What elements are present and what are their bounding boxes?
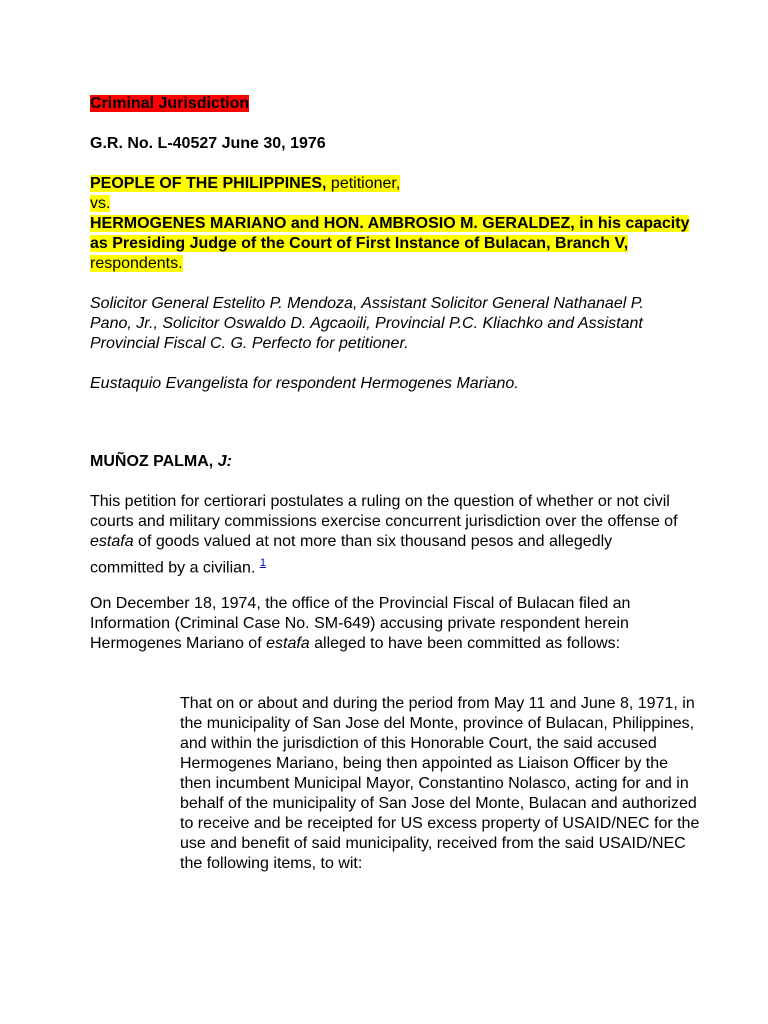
petitioner-counsel-text: Solicitor General Estelito P. Mendoza, Assistant Solicitor General Nathanael P. Pano, Jr., Solicitor Oswaldo D. Agcaoili, Provincial P.C. Kliachko and Assistant Provincial Fiscal C. G. Perfecto for petitioner. — [90, 295, 644, 352]
ponente-name: MUÑOZ PALMA, — [90, 453, 214, 470]
petitioner-role: petitioner, — [326, 175, 401, 192]
ponente — [90, 452, 690, 472]
respondent-role: respondents. — [90, 255, 183, 272]
ponente-title: J: — [213, 453, 232, 470]
category-heading — [90, 94, 690, 114]
paragraph-2-italic: estafa — [266, 635, 310, 652]
respondent-counsel-text: Eustaquio Evangelista for respondent Hermogenes Mariano. — [90, 375, 519, 392]
category-label: Criminal Jurisdiction — [90, 95, 250, 112]
respondents-highlight — [90, 215, 689, 272]
quoted-information: That on or about and during the period from May 11 and June 8, 1971, in the municipality of San Jose del Monte, province of Bulacan, Philippines, and within the jurisdiction of this Honorable Court, the said accused Hermogenes Mariano, being then appointed as Liaison Officer by the then incumbent Municipal Mayor, Constantino Nolasco, acting for and in behalf of the municipality of San Jose del Monte, Bulacan and authorized to receive and be receipted for US excess property of USAID/NEC for the use and benefit of said municipality, received from the said USAID/NEC the following items, to wit: — [180, 695, 700, 872]
paragraph-1-text-b: of goods valued at not more than six thousand pesos and allegedly committed by a civilian. — [90, 533, 613, 577]
paragraph-2-text-a: On December 18, 1974, the office of the Provincial Fiscal of Bulacan filed an Information (Criminal Case No. SM-649) accusing private respondent herein Hermogenes Mariano of — [90, 595, 631, 652]
gr-number: G.R. No. L-40527 June 30, 1976 — [90, 135, 326, 152]
paragraph-1-text-a: This petition for certiorari postulates a ruling on the question of whether or not civil courts and military commissions exercise concurrent jurisdiction over the offense of — [90, 493, 678, 530]
versus: vs. — [90, 195, 111, 212]
respondent-counsel — [90, 374, 690, 394]
petitioner-name: PEOPLE OF THE PHILIPPINES, — [90, 175, 327, 192]
respondent-names: HERMOGENES MARIANO and HON. AMBROSIO M. GERALDEZ, in his capacity as Presiding Judge of the Court of First Instance of Bulacan, Branch V, — [90, 215, 690, 252]
paragraph-2-text-b: alleged to have been committed as follows: — [309, 635, 621, 652]
footnote-link[interactable]: 1 — [259, 557, 266, 569]
petitioner-counsel — [90, 294, 650, 354]
case-parties — [90, 174, 700, 274]
paragraph-2 — [90, 594, 680, 654]
paragraph-1-italic: estafa — [90, 533, 134, 550]
case-number — [90, 134, 690, 154]
paragraph-1 — [90, 492, 690, 578]
parties-highlight — [90, 175, 400, 192]
